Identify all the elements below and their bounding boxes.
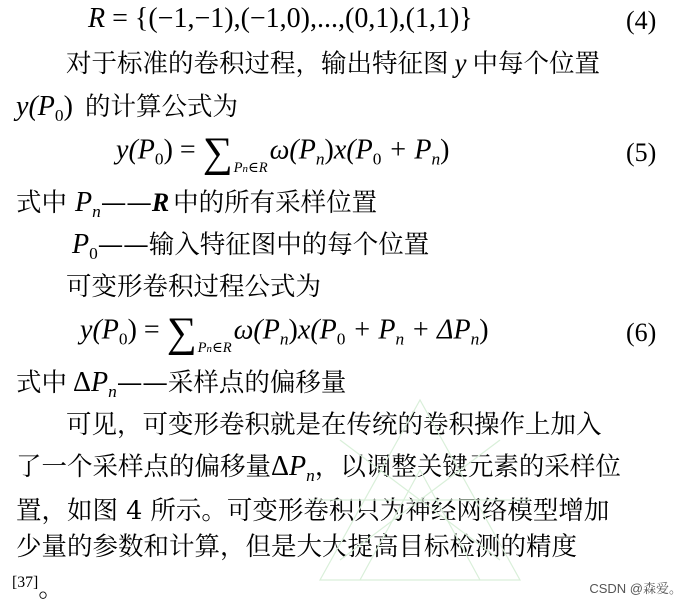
definition-p0 [72, 228, 429, 271]
definition-pn [16, 186, 377, 229]
def3-post: 采样点的偏移量 [167, 368, 347, 398]
p1-var-y: y [454, 48, 467, 78]
csdn-watermark: CSDN @森爱。 [589, 581, 682, 596]
paragraph-3-line-3: 置，如图 4 所示。可变形卷积只为神经网络模型增加 [16, 496, 610, 526]
eq6-x: x [297, 314, 311, 346]
equation-6 [80, 312, 489, 366]
p1-var-y2: y [16, 91, 29, 122]
eq5-x: x [333, 134, 347, 166]
def2-post: 输入特征图中的每个位置 [148, 230, 430, 260]
paragraph-2: 可变形卷积过程公式为 [66, 272, 322, 302]
paragraph-3-line-5 [12, 566, 64, 605]
eq6-y: y [80, 314, 93, 346]
p1-close: ) [63, 91, 73, 122]
p3-end: 。 [38, 573, 64, 604]
eq6-x-plus: + P [345, 314, 396, 346]
eq5-w-close: ) [324, 134, 334, 166]
p1-sub: 0 [54, 106, 64, 126]
eq6-x-subn2: n [470, 329, 480, 349]
p3-l2-sub: n [306, 466, 315, 486]
eq6-under-p: P [197, 339, 207, 356]
eq5-under-r: ∈R [247, 159, 268, 176]
eq6-sigma: ∑ [166, 310, 197, 356]
paragraph-3-line-4: 少量的参数和计算，但是大大提高目标检测的精度 [16, 532, 578, 562]
def3-dash: —— [116, 368, 168, 398]
eq6-w-close: ) [288, 314, 298, 346]
eq6-under-r: ∈R [211, 339, 232, 356]
def2-var: P [72, 229, 90, 260]
p3-l2-pre: 了一个采样点的偏移量 [16, 452, 272, 482]
paragraph-1-line-1 [66, 46, 600, 81]
p3-l2-var: P [289, 451, 307, 482]
def2-dash: —— [97, 230, 149, 260]
paragraph-3-line-1: 可见，可变形卷积就是在传统的卷积操作上加入 [66, 410, 602, 440]
eq5-arg: (P [128, 134, 155, 166]
def3-sub: n [108, 382, 117, 402]
eq5-sigma: ∑ [202, 130, 233, 176]
eq5-omega: ω [269, 134, 290, 166]
eq4-rhs: = {(−1,−1),(−1,0),...,(0,1),(1,1)} [105, 3, 473, 34]
eq6-omega: ω [233, 314, 254, 346]
equation-5 [116, 132, 449, 186]
eq5-under [234, 160, 268, 176]
p1-text-b: 中每个位置 [472, 49, 601, 79]
eq5-x-subn: n [431, 149, 441, 169]
equation-4 [88, 2, 473, 36]
def3-delta: Δ [73, 367, 92, 398]
eq6-arg: (P [92, 314, 119, 346]
eq6-x-plus2: + ΔP [404, 314, 471, 346]
definition-delta-pn [16, 366, 346, 409]
eq5-sub0: 0 [154, 149, 164, 169]
paragraph-3-line-2 [16, 450, 621, 493]
eq6-w-arg: (P [253, 314, 280, 346]
def1-var: P [75, 187, 93, 218]
eq5-y: y [116, 134, 129, 166]
eq5-x-sub0: 0 [372, 149, 382, 169]
eq5-x-arg: (P [346, 134, 373, 166]
p3-l2-post: ，以调整关键元素的采样位 [314, 452, 621, 482]
equation-5-number: (5) [626, 138, 657, 167]
citation: [37] [12, 574, 39, 591]
def1-bold-r: R [151, 188, 170, 217]
p1-text-c: 的计算公式为 [85, 92, 239, 122]
eq5-under-p: P [233, 159, 243, 176]
eq5-w-sub: n [315, 149, 325, 169]
equation-6-number: (6) [626, 318, 657, 347]
eq6-w-sub: n [279, 329, 289, 349]
def1-dash: —— [100, 188, 152, 218]
eq5-under-n: n [242, 162, 248, 175]
eq6-under [198, 340, 232, 356]
eq5-x-plus: + P [381, 134, 432, 166]
eq5-x-close: ) [440, 134, 450, 166]
eq5-w-arg: (P [289, 134, 316, 166]
eq6-sub0: 0 [118, 329, 128, 349]
def3-pre: 式中 [16, 368, 68, 398]
equation-4-number: (4) [626, 6, 657, 35]
p1-arg: (P [28, 91, 55, 122]
eq6-x-subn: n [395, 329, 405, 349]
def1-post: 中的所有采样位置 [173, 188, 378, 218]
eq4-lhs: R [88, 3, 106, 34]
p3-l2-delta: Δ [271, 451, 290, 482]
p1-text-a: 对于标准的卷积过程，输出特征图 [66, 49, 449, 79]
def1-sub: n [92, 202, 101, 222]
eq6-close: ) = [127, 314, 167, 346]
eq5-close: ) = [163, 134, 203, 166]
eq6-under-n: n [206, 342, 212, 355]
paragraph-1-line-2 [16, 90, 238, 133]
def2-sub: 0 [89, 244, 98, 264]
eq6-x-close: ) [479, 314, 489, 346]
eq6-x-arg: (P [310, 314, 337, 346]
eq6-x-sub0: 0 [336, 329, 346, 349]
def1-pre: 式中 [16, 188, 68, 218]
def3-var: P [91, 367, 109, 398]
